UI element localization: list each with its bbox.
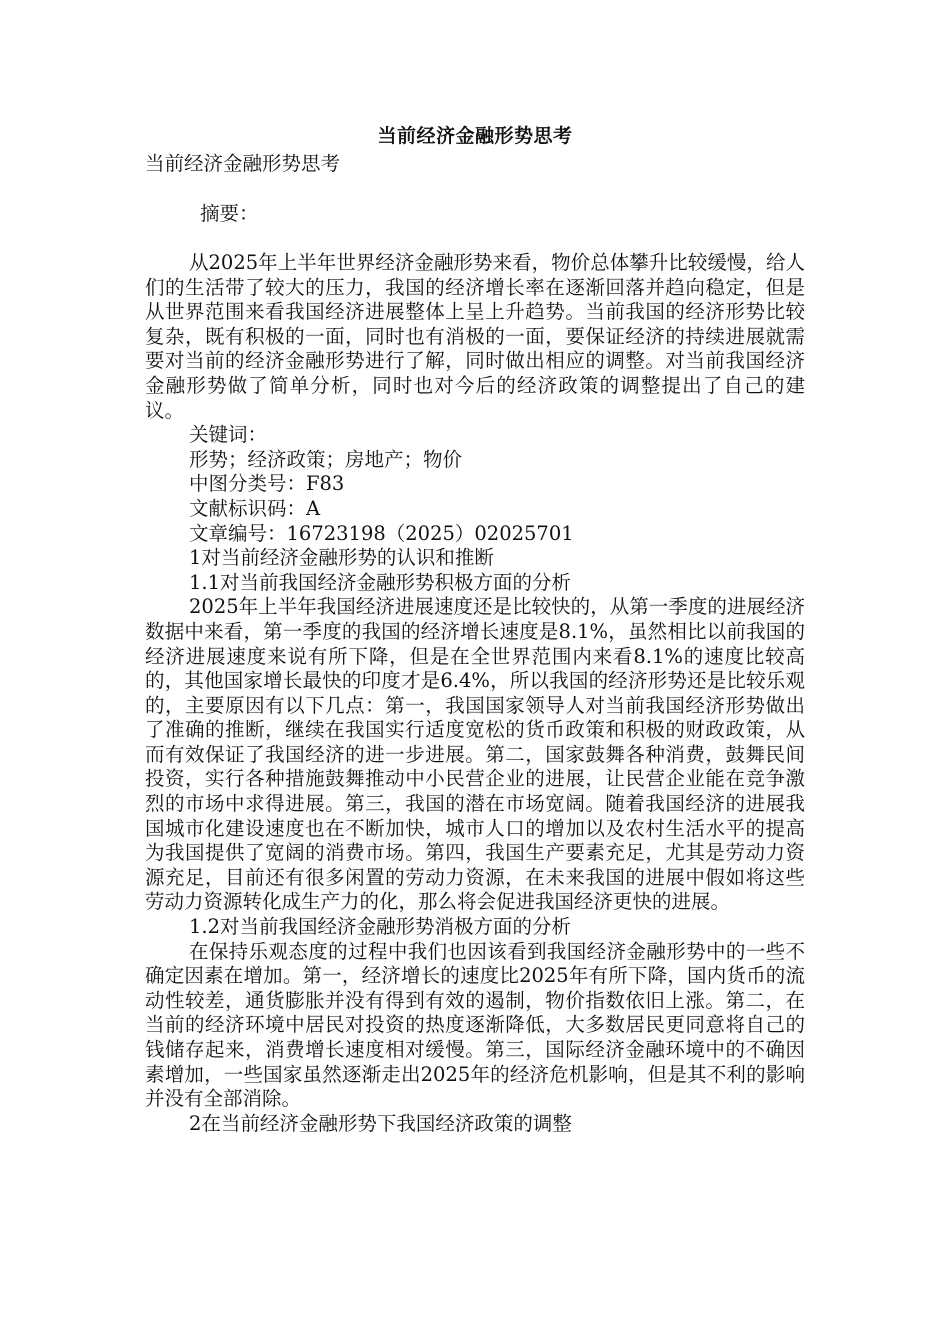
section-1-2-paragraph: 在保持乐观态度的过程中我们也因该看到我国经济金融形势中的一些不确定因素在增加。第一，经济增长的速度比2025年有所下降，国内货币的流动性较差，通货膨胀并没有得到有效的遏制，物价指数依旧上涨。第二，在当前的经济环境中居民对投资的热度逐渐降低，大多数居民更同意将自己的钱储存起来，消费增长速度相对缓慢。第三，国际经济金融环境中的不确因素增加，一些国家虽然逐渐走出2025年的经济危机影响，但是其不利的影响并没有全部消除。 xyxy=(145,939,805,1111)
document-code: 文献标识码：A xyxy=(189,496,321,520)
keywords-label: 关键词： xyxy=(189,423,268,447)
document-body xyxy=(145,251,805,1136)
abstract-label: 摘要： xyxy=(200,202,259,225)
section-1-heading: 1对当前经济金融形势的认识和推断 xyxy=(189,546,494,570)
clc-number: 中图分类号：F83 xyxy=(189,472,345,496)
section-2-heading: 2在当前经济金融形势下我国经济政策的调整 xyxy=(189,1111,572,1135)
article-number: 文章编号：16723198（2025）02025701 xyxy=(189,521,574,545)
abstract-paragraph: 从2025年上半年世界经济金融形势来看，物价总体攀升比较缓慢，给人们的生活带了较大的压力，我国的经济增长率在逐渐回落并趋向稳定，但是从世界范围来看我国经济进展整体上呈上升趋势。当前我国的经济形势比较复杂，既有积极的一面，同时也有消极的一面，要保证经济的持续进展就需要对当前的经济金融形势进行了解，同时做出相应的调整。对当前我国经济金融形势做了简单分析，同时也对今后的经济政策的调整提出了自己的建议。 xyxy=(145,251,805,422)
section-1-1-paragraph: 2025年上半年我国经济进展速度还是比较快的，从第一季度的进展经济数据中来看，第一季度的我国的经济增长速度是8.1%，虽然相比以前我国的经济进展速度来说有所下降，但是在全世界范围内来看8.1%的速度比较高的，其他国家增长最快的印度才是6.4%，所以我国的经济形势还是比较乐观的，主要原因有以下几点：第一，我国国家领导人对当前我国经济形势做出了准确的推断，继续在我国实行适度宽松的货币政策和积极的财政政策，从而有效保证了我国经济的进一步进展。第二，国家鼓舞各种消费，鼓舞民间投资，实行各种措施鼓舞推动中小民营企业的进展，让民营企业能在竞争激烈的市场中求得进展。第三，我国的潜在市场宽阔。随着我国经济的进展我国城市化建设速度也在不断加快，城市人口的增加以及农村生活水平的提高为我国提供了宽阔的消费市场。第四，我国生产要素充足，尤其是劳动力资源充足，目前还有很多闲置的劳动力资源，在未来我国的进展中假如将这些劳动力资源转化成生产力的化，那么将会促进我国经济更快的进展。 xyxy=(145,595,805,914)
section-1-2-heading: 1.2对当前我国经济金融形势消极方面的分析 xyxy=(189,915,572,939)
document-title: 当前经济金融形势思考 xyxy=(377,125,573,147)
keywords: 形势；经济政策；房地产；物价 xyxy=(189,447,463,471)
document-subtitle: 当前经济金融形势思考 xyxy=(145,152,341,175)
section-1-1-heading: 1.1对当前我国经济金融形势积极方面的分析 xyxy=(189,570,572,594)
